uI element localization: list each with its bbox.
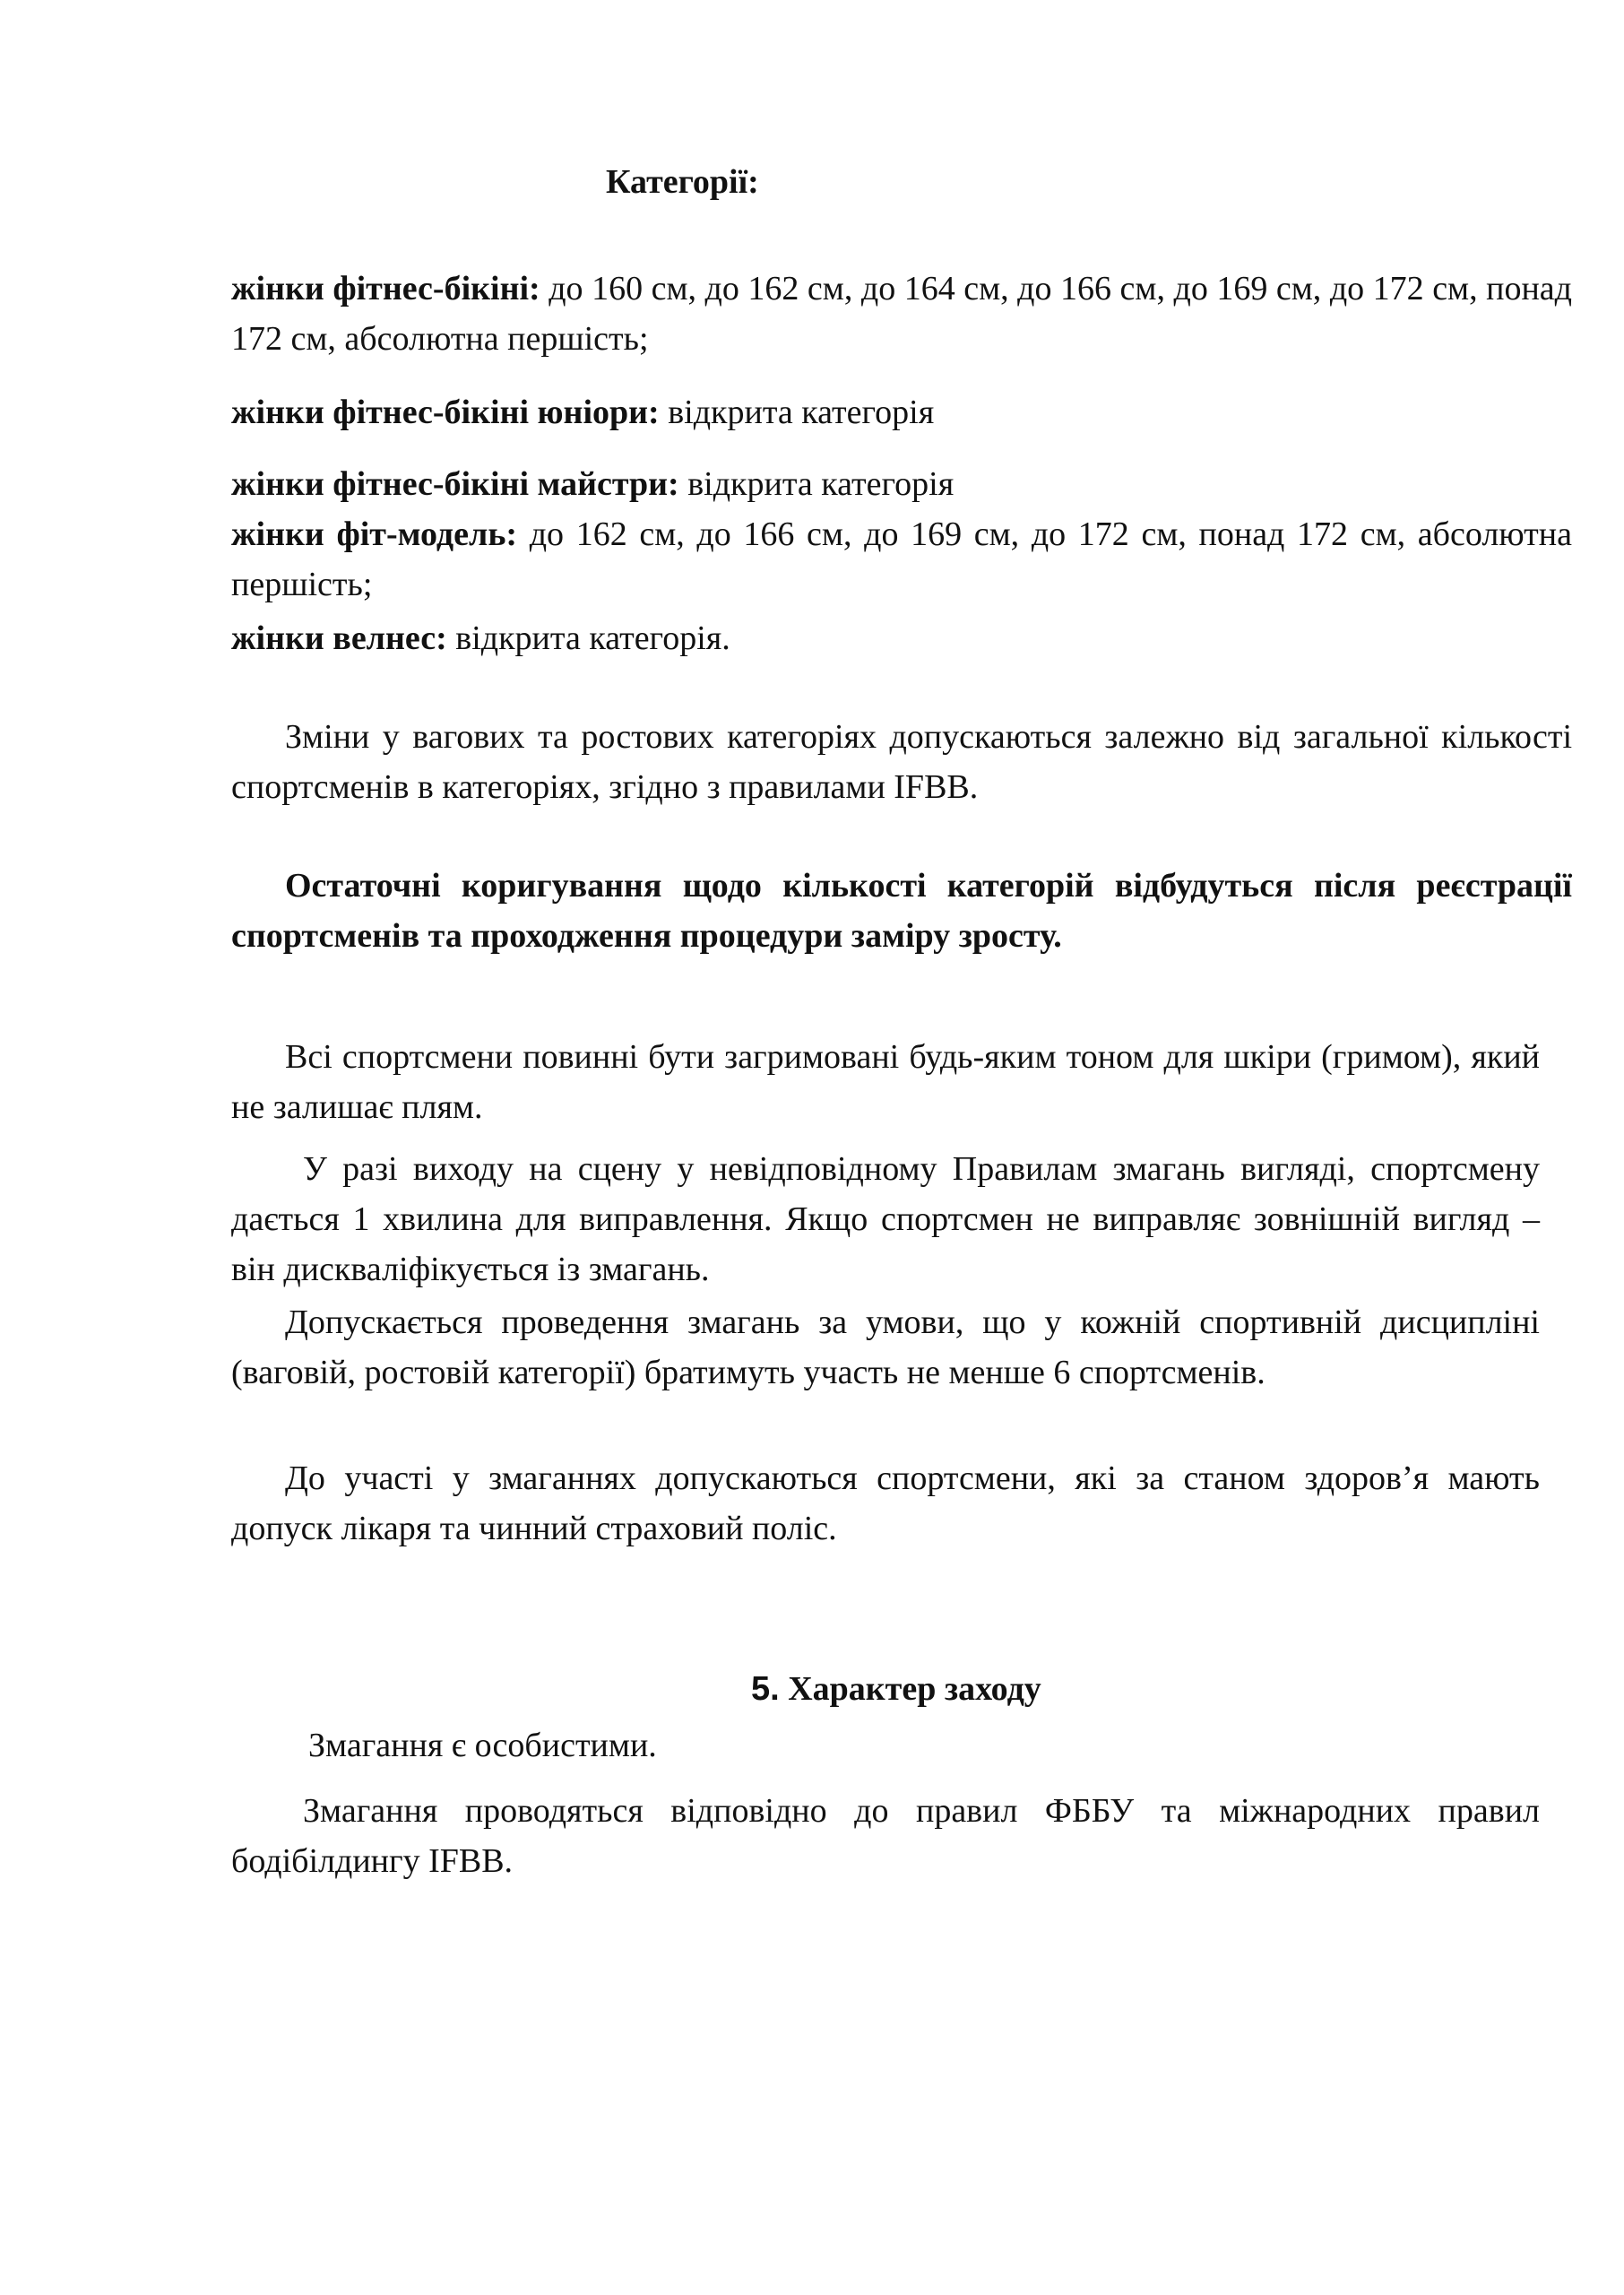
category-text: до 160 см, до 162 см, до 164 см, до 166 см, до 169 см, до 172 см, понад 172 см, абсолютна першість; <box>231 270 1573 358</box>
section-number: 5. <box>751 1670 780 1708</box>
category-label: жінки фітнес-бікіні: <box>231 270 540 307</box>
category-label: жінки велнес: <box>231 619 447 657</box>
category-text: відкрита категорія <box>678 465 955 503</box>
section-5-paragraph-rules: Змагання проводяться відповідно до правил ФББУ та міжнародних правил бодібілдингу IFBB. <box>231 1792 1540 1880</box>
category-label: жінки фітнес-бікіні юніори: <box>231 394 660 431</box>
category-text: відкрита категорія <box>659 394 935 431</box>
category-fitness-bikini-masters <box>231 459 1572 509</box>
category-label: жінки фіт-модель: <box>231 515 518 553</box>
section-title: Характер заходу <box>788 1670 1041 1708</box>
section-5-heading <box>751 1664 1041 1714</box>
category-fit-model <box>231 509 1572 610</box>
section-5-paragraph-personal: Змагання є особистими. <box>308 1727 657 1764</box>
paragraph-competition-condition: Допускається проведення змагань за умови, що у кожній спортивній дисципліні (ваговій, ростовій категорії) братимуть участь не менше 6 спортсменів. <box>231 1303 1540 1391</box>
note-category-changes: Зміни у вагових та ростових категоріях допускаються залежно від загальної кількості спортсменів в категоріях, згідно з правилами IFBB. <box>231 718 1572 806</box>
category-text: відкрита категорія. <box>446 619 730 657</box>
paragraph-makeup: Всі спортсмени повинні бути загримовані будь-яким тоном для шкіри (гримом), який не залишає плям. <box>231 1038 1540 1126</box>
categories-heading: Категорії: <box>606 163 759 201</box>
paragraph-stage-appearance: У разі виходу на сцену у невідповідному Правилам змагань вигляді, спортсмену дається 1 хвилина для виправлення. Якщо спортсмен не виправляє зовнішній вигляд – він дискваліфікується із змагань. <box>231 1150 1540 1288</box>
paragraph-medical-admission: До участі у змаганнях допускаються спортсмени, які за станом здоров’я мають допуск лікаря та чинний страховий поліс. <box>231 1459 1540 1547</box>
category-fitness-bikini-juniors <box>231 387 1572 437</box>
note-final-adjustments: Остаточні коригування щодо кількості категорій відбудуться після реєстрації спортсменів та проходження процедури заміру зросту. <box>231 867 1572 955</box>
category-text: до 162 см, до 166 см, до 169 см, до 172 см, понад 172 см, абсолютна першість; <box>231 515 1572 603</box>
category-wellness <box>231 613 1572 663</box>
category-label: жінки фітнес-бікіні майстри: <box>231 465 679 503</box>
category-fitness-bikini <box>231 264 1572 364</box>
